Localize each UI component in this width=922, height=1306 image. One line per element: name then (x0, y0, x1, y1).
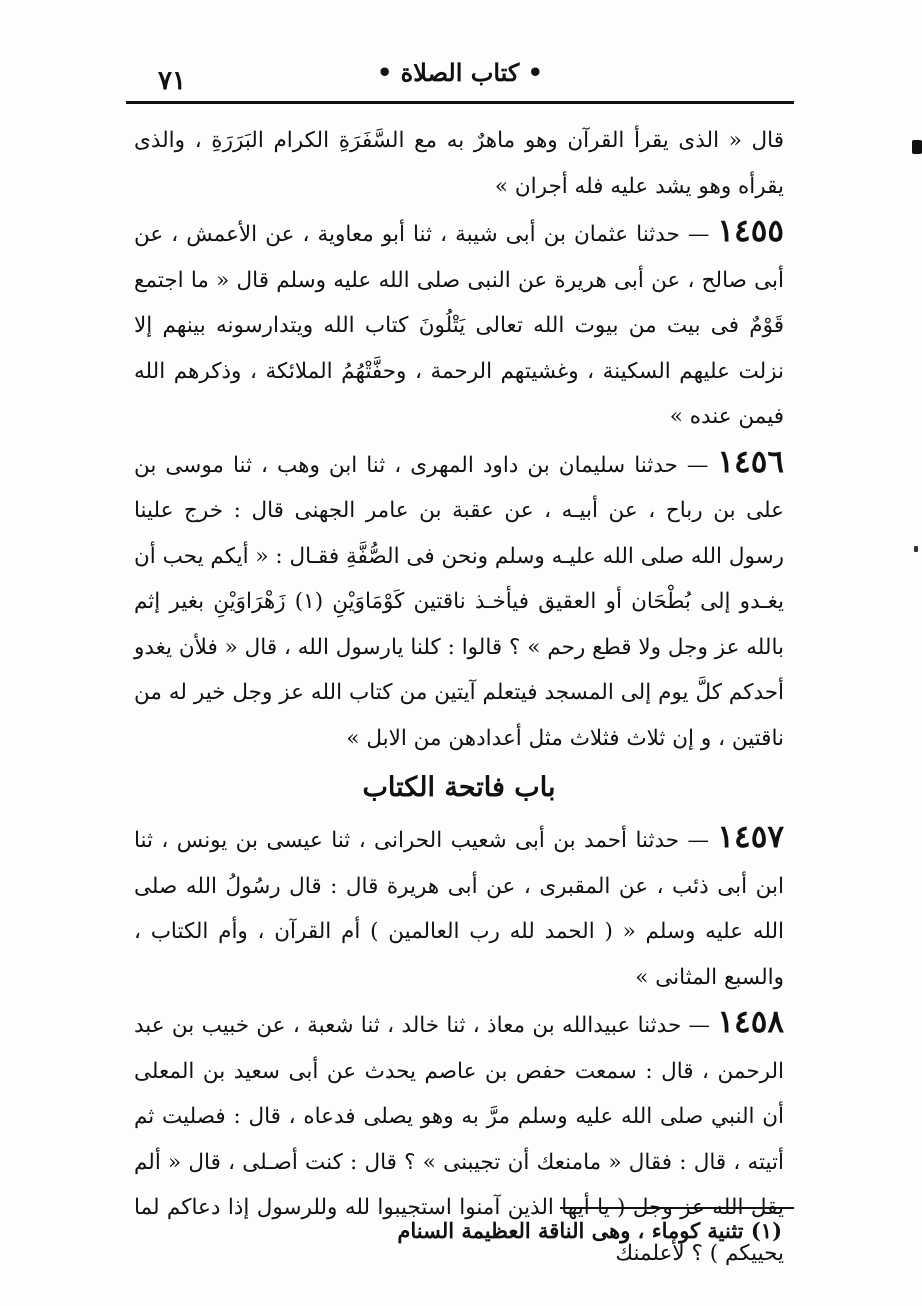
footnote: (١) تثنية كوماء ، وهى الناقة العظيمة السنام (397, 1218, 782, 1243)
hadith-number: ١٤٥٥ (717, 213, 784, 249)
page-number: ٧١ (158, 66, 186, 96)
hadith-number: ١٤٥٦ (717, 443, 784, 480)
running-title: • كتاب الصلاة • (376, 58, 543, 87)
hadith-text: — حدثنا عثمان بن أبى شيبة ، ثنا أبو معاوية ، عن الأعمش ، عن أبى صالح ، عن أبى هريرة عن النبى صلى الله عليه وسلم قال « ما اجتمع قَوْمٌ فى بيت من بيوت الله تعالى يَتْلُونَ كتاب الله ويتدارسونه بينهم إلا نزلت عليهم السكينة ، وغشيتهم الرحمة ، وحفَّتْهُمُ الملائكة ، وذكرهم الله فيمن عنده » (134, 222, 784, 429)
hadith-1455 (134, 209, 784, 440)
hadith-text: — حدثنا أحمد بن أبى شعيب الحرانى ، ثنا عيسى بن يونس ، ثنا ابن أبى ذئب ، عن المقبرى ، عن أبى هريرة قال : قال رسُولُ الله صلى الله عليه وسلم « ( الحمد لله رب العالمين ) أم القرآن ، وأم الكتاب ، والسبع المثانى » (134, 828, 784, 990)
page-edge-mark (912, 140, 922, 154)
hadith-text: — حدثنا سليمان بن داود المهرى ، ثنا ابن وهب ، ثنا موسى بن على بن رباح ، عن أبيـه ، عن عقبة بن عامر الجهنى قال : خرج علينا رسول الله صلى الله عليـه وسلم ونحن فى الصُّفَّةِ فقـال : « أيكم يحب أن يغـدو إلى بُطْحَان أو العقيق فيأخـذ ناقتين كَوْمَاوَيْنِ (١) زَهْرَاوَيْنِ بغير إثم بالله عز وجل ولا قطع رحم » ؟ قالوا : كلنا يارسول الله ، قال « فلأن يغدو أحدكم كلَّ يوم إلى المسجد فيتعلم آيتين من كتاب الله عز وجل خير له من ناقتين ، و إن ثلاث فثلاث مثل أعدادهن من الابل » (134, 452, 785, 751)
hadith-number: ١٤٥٨ (717, 1004, 784, 1040)
paragraph-continuation: قال « الذى يقرأ القرآن وهو ماهرٌ به مع السَّفَرَةِ الكرام البَرَرَةِ ، والذى يقرأه وهو يشد عليه فله أجران » (134, 128, 784, 199)
hadith-1457 (134, 815, 784, 1000)
hadith-text: — حدثنا عبيدالله بن معاذ ، ثنا خالد ، ثنا شعبة ، عن خبيب بن عبد الرحمن ، قال : سمعت حفص بن عاصم يحدث عن أبى سعيد بن المعلى أن النبي صلى الله عليه وسلم مرَّ به وهو يصلى فدعاه ، قال : فصليت ثم أتيته ، قال : فقال « مامنعك أن تجيبنى » ؟ قال : كنت أصـلى ، قال « ألم يقل الله عز وجل ( يا أيها الذين آمنوا استجيبوا لله وللرسول إذا دعاكم لما يحييكم ) ؟ لأعلمنك (134, 1013, 784, 1266)
footnote-rule (560, 1207, 794, 1209)
page-edge-speck (914, 546, 918, 552)
page-header (128, 52, 792, 100)
header-rule (126, 101, 794, 104)
section-heading: باب فاتحة الكتاب (362, 772, 556, 803)
hadith-number: ١٤٥٧ (717, 819, 784, 855)
main-text (134, 118, 784, 1276)
hadith-1456 (134, 440, 784, 762)
